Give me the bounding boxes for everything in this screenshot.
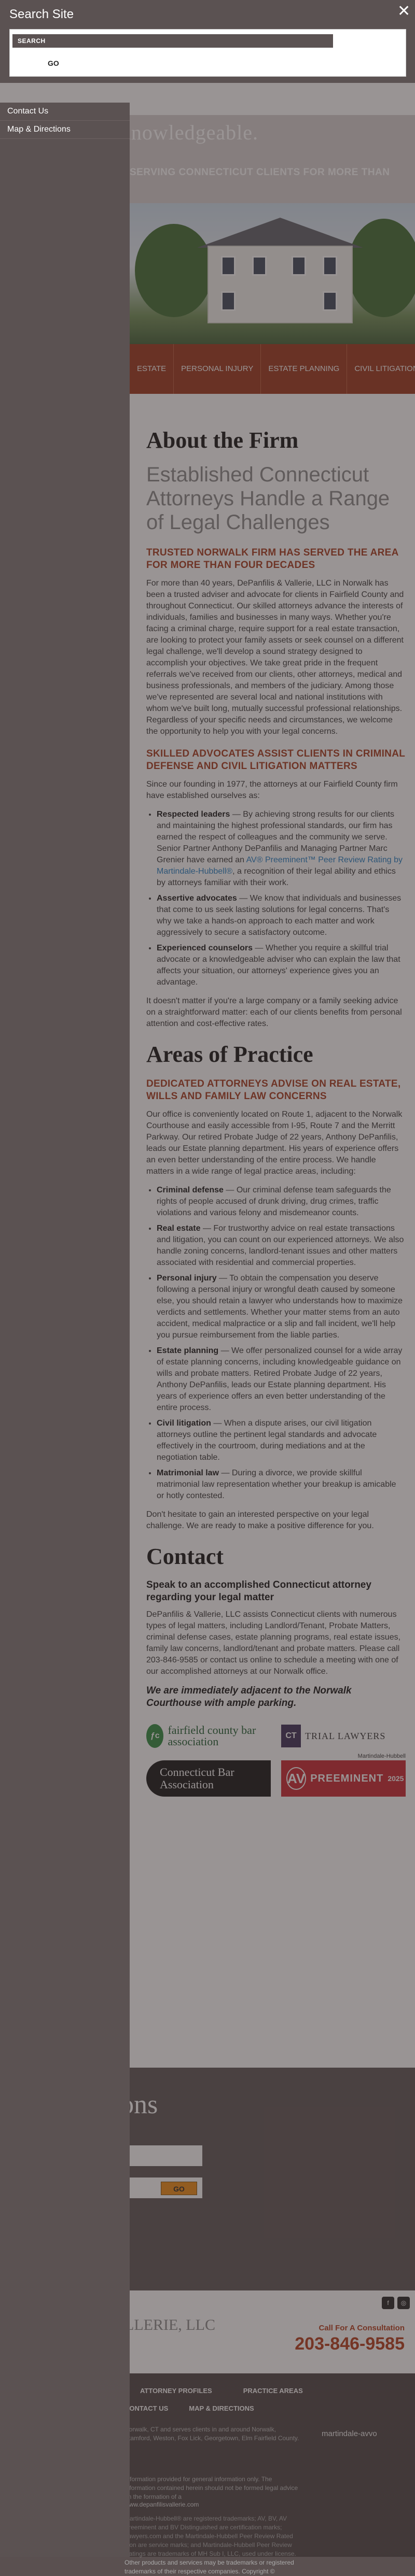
side-menu — [0, 103, 130, 2557]
side-menu-item-map-directions[interactable]: Map & Directions — [0, 121, 130, 139]
search-panel — [0, 0, 415, 83]
footer-trademarks: Other products and services may be trademarks or registered trademarks of their respective companies. Copyright © — [125, 2559, 294, 2575]
search-title: Search Site — [9, 7, 74, 21]
side-menu-item-contact-us[interactable]: Contact Us — [0, 103, 130, 121]
search-go-button[interactable]: GO — [48, 59, 59, 67]
close-icon[interactable]: ✕ — [397, 3, 411, 20]
search-input[interactable]: SEARCH — [12, 34, 333, 48]
